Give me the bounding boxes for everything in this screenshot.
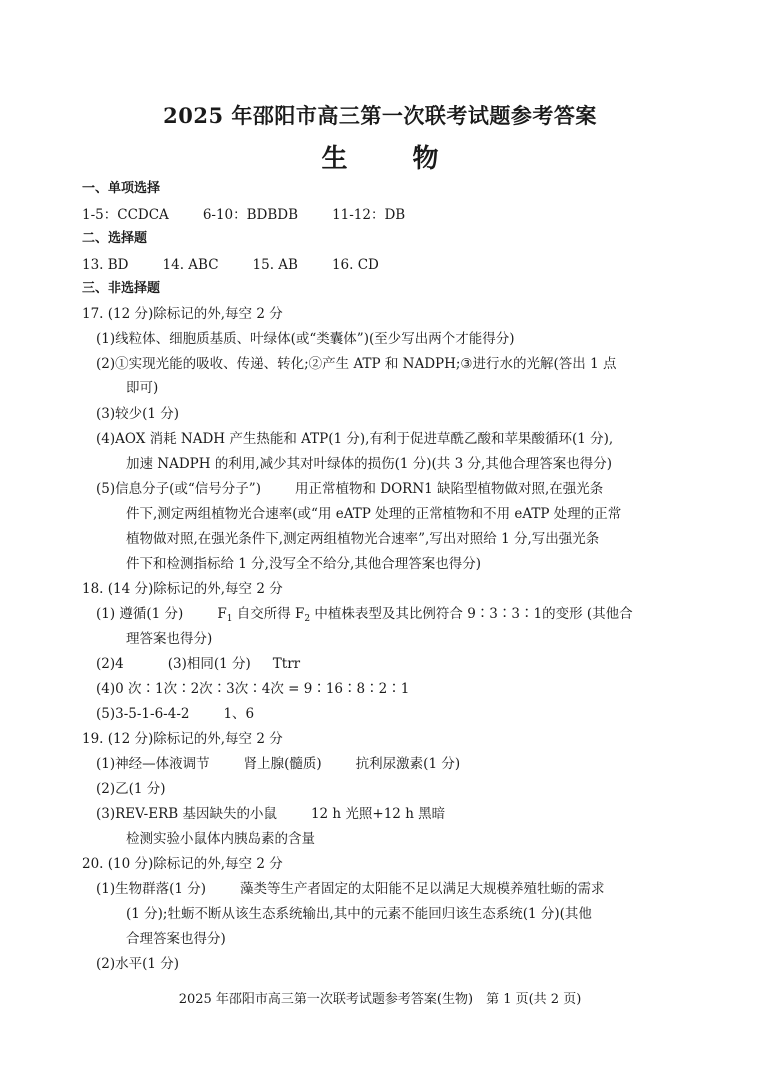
q17-line-4b: 加速 NADPH 的利用,减少其对叶绿体的损伤(1 分)(共 3 分,其他合理答案也得分) <box>126 456 613 472</box>
q19-line-2: (2)乙(1 分) <box>96 781 166 797</box>
answer-line-1-5 <box>82 206 405 224</box>
q18-answer-5-1: (5)3-5-1-6-4-2 <box>96 706 190 722</box>
section-heading-single-choice: 一、单项选择 <box>82 181 161 196</box>
q18-line-1b: 理答案也得分) <box>126 631 213 647</box>
q20-answer-1-2: 藻类等生产者固定的太阳能不足以满足大规模养殖牡蛎的需求 <box>240 881 605 897</box>
answer-13: 13. BD <box>82 257 129 273</box>
q19-answer-1-1: (1)神经—体液调节 <box>96 756 210 772</box>
q18-answer-3-genotype: Ttrr <box>272 656 301 672</box>
answers-6-10: 6-10：BDBDB <box>202 207 299 223</box>
subject-title: 生 物 <box>321 144 467 174</box>
q19-heading: 19. (12 分)除标记的外,每空 2 分 <box>82 731 283 747</box>
q19-answer-1-2: 肾上腺(髓质) <box>243 756 322 772</box>
answers-11-12: 11-12：DB <box>332 207 406 223</box>
q18-f2-subscript: 2 <box>304 614 311 624</box>
q19-answer-3-2: 12 h 光照+12 h 黑暗 <box>310 806 446 822</box>
section-heading-non-choice: 三、非选择题 <box>82 281 161 296</box>
q19-line-1 <box>96 755 460 773</box>
answers-1-5: 1-5：CCDCA <box>82 207 169 223</box>
q18-answer-2: (2)4 <box>96 656 124 672</box>
section-heading-choice: 二、选择题 <box>82 231 148 246</box>
q20-line-1b: (1 分);牡蛎不断从该生态系统输出,其中的元素不能回归该生态系统(1 分)(其他 <box>126 906 592 922</box>
q20-line-2: (2)水平(1 分) <box>96 956 180 972</box>
q18-ratio-text: 中植株表型及其比例符合 9∶3∶3∶1的变形 (其他合 <box>310 606 633 622</box>
q17-answer-5-1: (5)信息分子(或“信号分子”) <box>96 481 261 497</box>
q18-f1-symbol: F <box>217 606 227 622</box>
q17-line-5d: 件下和检测指标给 1 分,没写全不给分,其他合理答案也得分) <box>126 556 482 572</box>
q17-line-2b: 即可) <box>126 380 159 396</box>
q17-line-2a: (2)①实现光能的吸收、传递、转化;②产生 ATP 和 NADPH;③进行水的光解(答出 1 点 <box>96 356 617 372</box>
q17-line-5a <box>96 480 603 498</box>
q18-answer-1-1: (1) 遵循(1 分) <box>96 606 184 622</box>
q17-line-5c: 植物做对照,在强光条件下,测定两组植物光合速率”,写出对照给 1 分,写出强光条 <box>126 531 600 547</box>
q17-line-1: (1)线粒体、细胞质基质、叶绿体(或“类囊体”)(至少写出两个才能得分) <box>96 331 515 347</box>
answer-line-13-16 <box>82 256 379 274</box>
q17-answer-5-2: 用正常植物和 DORN1 缺陷型植物做对照,在强光条 <box>294 481 604 497</box>
q18-line-4: (4)0 次∶1次∶2次∶3次∶4次 = 9∶16∶8∶2∶1 <box>96 681 410 697</box>
q18-line-2 <box>96 655 300 673</box>
q18-answer-5-2: 1、6 <box>223 706 255 722</box>
q18-f1-subscript: 1 <box>226 614 233 624</box>
q20-heading: 20. (10 分)除标记的外,每空 2 分 <box>82 856 283 872</box>
q17-heading: 17. (12 分)除标记的外,每空 2 分 <box>82 306 283 322</box>
q18-line-5 <box>96 705 254 723</box>
q19-line-3 <box>96 805 445 823</box>
q18-heading: 18. (14 分)除标记的外,每空 2 分 <box>82 581 283 597</box>
q19-answer-1-3: 抗利尿激素(1 分) <box>355 756 461 772</box>
q20-answer-1-1: (1)生物群落(1 分) <box>96 881 207 897</box>
q17-line-5b: 件下,测定两组植物光合速率(或“用 eATP 处理的正常植物和不用 eATP 处理的正常 <box>126 506 622 522</box>
answer-14: 14. ABC <box>162 257 219 273</box>
page-footer: 2025 年邵阳市高三第一次联考试题参考答案(生物) 第 1 页(共 2 页) <box>178 992 582 1007</box>
q17-line-3: (3)较少(1 分) <box>96 406 180 422</box>
page-title: 2025 年邵阳市高三第一次联考试题参考答案 <box>163 103 597 128</box>
q18-answer-3: (3)相同(1 分) <box>167 656 251 672</box>
q18-f2-text: 自交所得 F <box>232 606 305 622</box>
answer-16: 16. CD <box>331 257 379 273</box>
answer-15: 15. AB <box>252 257 298 273</box>
q19-answer-3-1: (3)REV-ERB 基因缺失的小鼠 <box>96 806 277 822</box>
q20-line-1a <box>96 880 605 898</box>
q17-line-4a: (4)AOX 消耗 NADH 产生热能和 ATP(1 分),有利于促进草酰乙酸和苹果酸循环(1 分), <box>96 431 614 447</box>
q20-line-1c: 合理答案也得分) <box>126 931 226 947</box>
q18-line-1a <box>96 605 633 628</box>
q19-line-3b: 检测实验小鼠体内胰岛素的含量 <box>126 831 315 847</box>
